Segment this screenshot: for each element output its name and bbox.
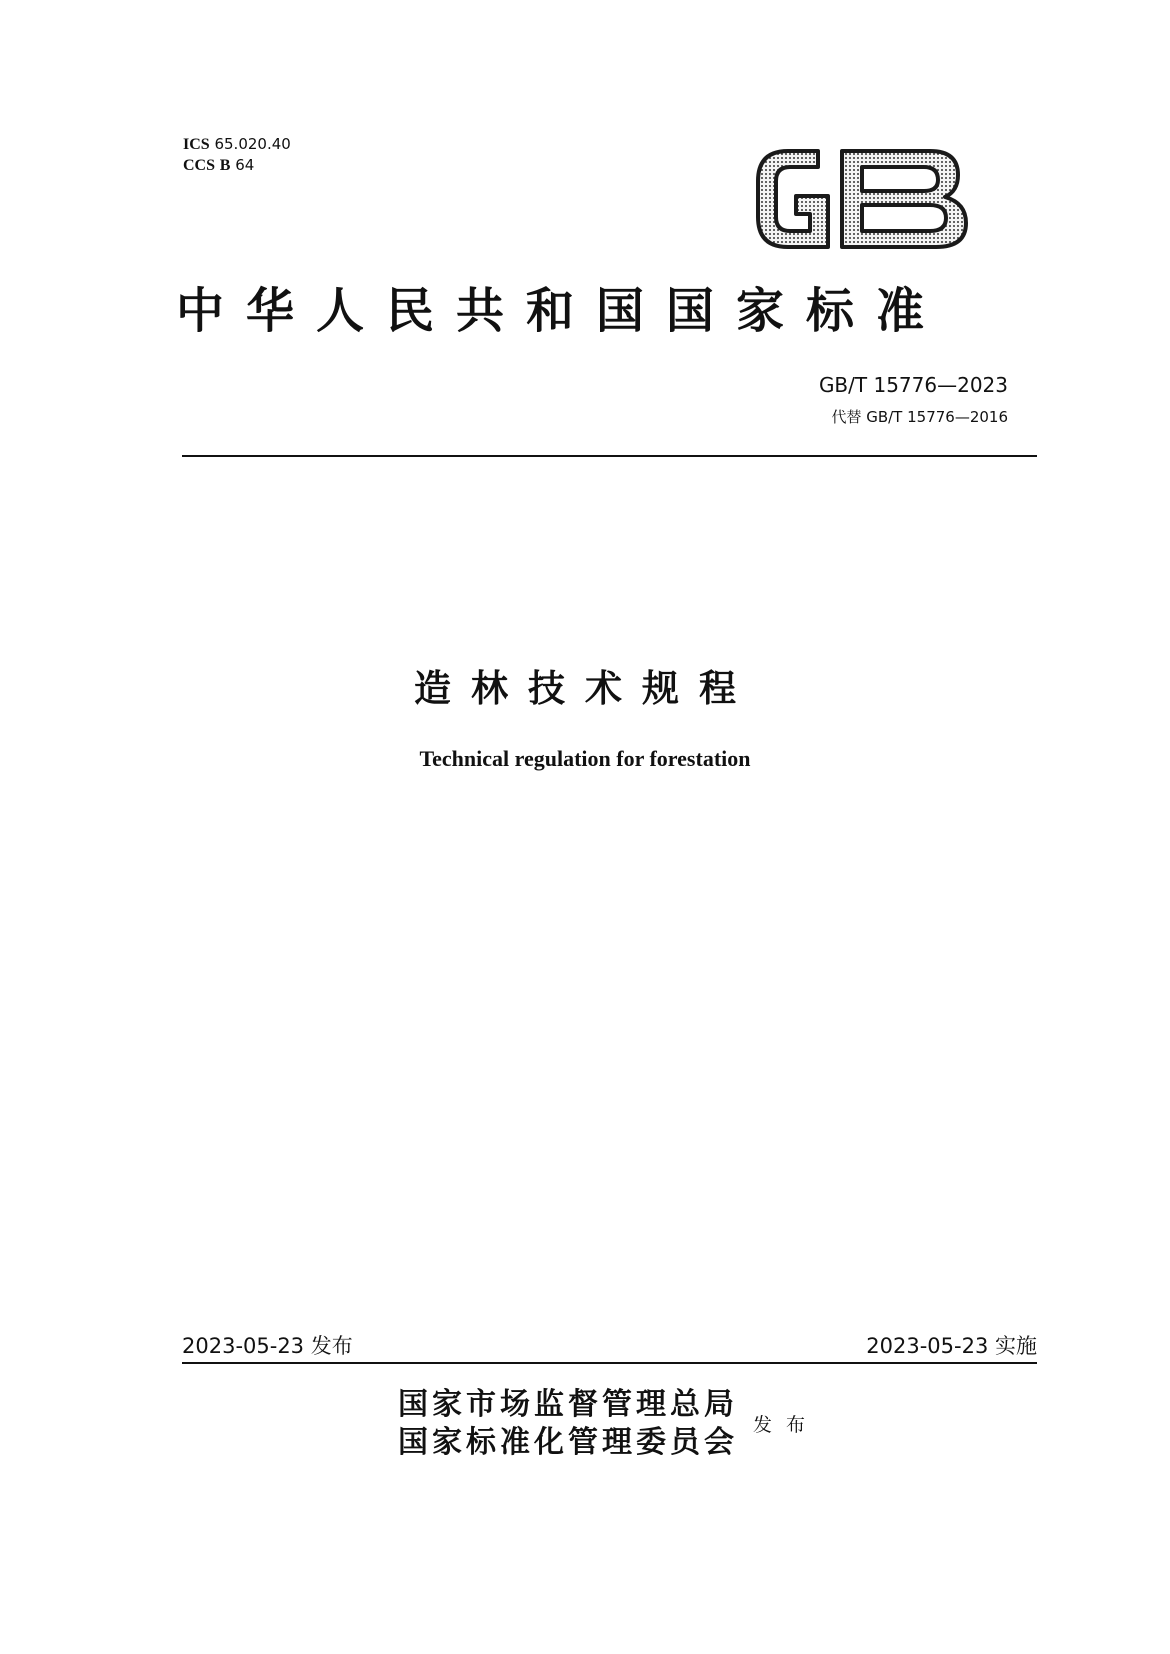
issuer-sac: 国家标准化管理委员会 bbox=[398, 1425, 738, 1460]
header-divider bbox=[182, 455, 1037, 457]
ccs-letter: B bbox=[219, 157, 231, 174]
gb-logo-letter-g bbox=[758, 151, 828, 247]
ics-code: 65.020.40 bbox=[214, 135, 291, 153]
standard-number: GB/T 15776—2023 bbox=[818, 373, 1008, 397]
footer-divider bbox=[182, 1362, 1037, 1364]
document-title-en: Technical regulation for forestation bbox=[419, 746, 751, 771]
issuer-samr: 国家市场监督管理总局 bbox=[398, 1387, 738, 1422]
effective-date: 2023-05-23 实施 bbox=[866, 1334, 1037, 1358]
ccs-row bbox=[183, 155, 291, 176]
classification-codes bbox=[183, 134, 291, 176]
issue-label: 发布 bbox=[753, 1414, 820, 1436]
replaced-standard: 代替 GB/T 15776—2016 bbox=[831, 408, 1008, 426]
ccs-label: CCS bbox=[183, 157, 216, 174]
ccs-code: 64 bbox=[235, 156, 255, 174]
gb-logo bbox=[752, 144, 976, 254]
document-title-zh: 造林技术规程 bbox=[414, 667, 756, 710]
gb-logo-letter-b bbox=[842, 151, 966, 247]
ics-row bbox=[183, 134, 291, 155]
standard-type-heading: 中华人民共和国国家标准 bbox=[176, 283, 947, 339]
issue-date: 2023-05-23 发布 bbox=[182, 1334, 353, 1358]
issuing-authorities bbox=[398, 1386, 738, 1462]
ics-label: ICS bbox=[183, 136, 210, 153]
